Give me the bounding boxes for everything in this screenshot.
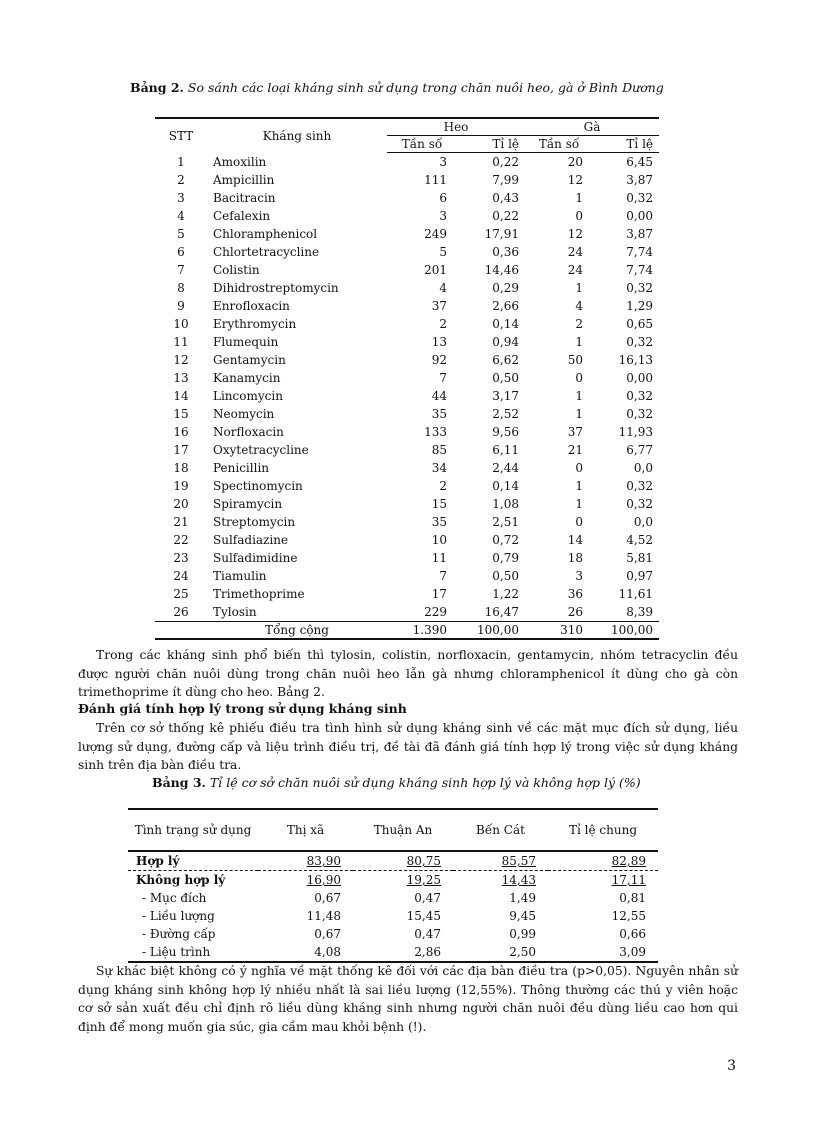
row-pig-rate: 0,14: [492, 317, 520, 331]
header-pig: Heo: [387, 118, 525, 136]
row-chicken-rate: 0,0: [633, 461, 654, 475]
table-row: [128, 851, 658, 871]
row-pig-freq: 3: [439, 209, 447, 223]
table-row: [155, 297, 659, 315]
row-pig-rate: 0,50: [492, 371, 520, 385]
row-thuanan: [353, 851, 453, 871]
header-thixa: Thị xã: [258, 809, 353, 851]
row-pig-rate: 0,79: [492, 551, 520, 565]
table-row: [155, 441, 659, 459]
row-chicken-freq: 24: [567, 245, 584, 259]
table-row: [155, 333, 659, 351]
table-row: [155, 243, 659, 261]
row-pig-rate: 0,72: [492, 533, 520, 547]
row-pig-freq: 4: [439, 281, 447, 295]
row-pig-rate: 6,11: [492, 443, 520, 457]
row-chicken-rate: 0,32: [626, 191, 654, 205]
row-chicken-freq: 14: [567, 533, 584, 547]
row-overall-value: 17,11: [611, 873, 646, 887]
row-pig-rate: 7,99: [492, 173, 520, 187]
row-chicken-freq: 1: [575, 497, 584, 511]
header-bencat: Bến Cát: [453, 809, 548, 851]
row-antibiotic: Enrofloxacin: [213, 299, 290, 313]
row-chicken-rate: 5,81: [626, 551, 654, 565]
header-pig-rate: Tỉ lệ: [457, 136, 525, 153]
row-antibiotic: Flumequin: [213, 335, 279, 349]
row-bencat-value: 14,43: [501, 873, 536, 887]
row-chicken-freq: 26: [567, 605, 584, 619]
total-label: Tổng cộng: [207, 622, 387, 640]
row-pig-rate: 0,43: [492, 191, 520, 205]
row-stt: 6: [177, 245, 185, 259]
row-stt: 9: [177, 299, 185, 313]
row-antibiotic: Tylosin: [213, 605, 257, 619]
row-chicken-freq: 1: [575, 389, 584, 403]
row-overall: [548, 871, 658, 890]
row-pig-rate: 0,94: [492, 335, 520, 349]
row-antibiotic: Erythromycin: [213, 317, 297, 331]
header-stt: STT: [155, 118, 207, 153]
row-chicken-rate: 0,32: [626, 479, 654, 493]
row-pig-freq: 13: [431, 335, 447, 349]
row-chicken-freq: 0: [575, 371, 584, 385]
row-antibiotic: Lincomycin: [213, 389, 283, 403]
header-overall: Tỉ lệ chung: [548, 809, 658, 851]
row-chicken-freq: 1: [575, 281, 584, 295]
table-row: [155, 387, 659, 405]
row-pig-freq: 15: [431, 497, 447, 511]
row-stt: 7: [177, 263, 185, 277]
row-pig-rate: 1,08: [492, 497, 520, 511]
row-chicken-rate: 0,32: [626, 389, 654, 403]
table-row: [128, 925, 658, 943]
table-row: [155, 603, 659, 622]
row-chicken-rate: 0,97: [626, 569, 654, 583]
row-antibiotic: Sulfadiazine: [213, 533, 289, 547]
row-antibiotic: Kanamycin: [213, 371, 281, 385]
table-row: [155, 369, 659, 387]
row-stt: 13: [173, 371, 189, 385]
row-pig-rate: 2,51: [492, 515, 520, 529]
row-bencat: [453, 871, 548, 890]
header-pig-freq: Tần số: [387, 136, 457, 153]
table-row: [155, 153, 659, 172]
table2-label: Bảng 2.: [130, 80, 184, 95]
table-row: [155, 423, 659, 441]
table-row: [155, 495, 659, 513]
row-stt: 18: [173, 461, 189, 475]
table-row: [155, 225, 659, 243]
row-pig-rate: 0,29: [492, 281, 520, 295]
row-antibiotic: Spectinomycin: [213, 479, 303, 493]
row-antibiotic: Colistin: [213, 263, 260, 277]
row-overall: 0,66: [619, 927, 646, 941]
row-chicken-rate: 3,87: [626, 227, 654, 241]
row-stt: 3: [177, 191, 185, 205]
table-row: [155, 351, 659, 369]
row-chicken-rate: 11,61: [618, 587, 654, 601]
header-chicken-freq: Tần số: [525, 136, 593, 153]
row-thuanan: 15,45: [406, 909, 441, 923]
row-antibiotic: Chlortetracycline: [213, 245, 320, 259]
row-antibiotic: Tiamulin: [213, 569, 267, 583]
row-overall: 12,55: [611, 909, 646, 923]
row-chicken-rate: 7,74: [626, 245, 654, 259]
row-chicken-freq: 0: [575, 209, 584, 223]
row-stt: 16: [173, 425, 189, 439]
row-antibiotic: Streptomycin: [213, 515, 296, 529]
row-pig-freq: 3: [439, 155, 447, 169]
row-thixa: [258, 851, 353, 871]
table-row: [155, 513, 659, 531]
row-chicken-freq: 0: [575, 461, 584, 475]
row-pig-freq: 11: [431, 551, 447, 565]
row-chicken-freq: 1: [575, 407, 584, 421]
row-stt: 2: [177, 173, 185, 187]
row-chicken-rate: 11,93: [618, 425, 654, 439]
row-pig-freq: 5: [439, 245, 447, 259]
row-chicken-rate: 6,77: [626, 443, 654, 457]
paragraph-1: Trong các kháng sinh phổ biến thì tylosin, colistin, norfloxacin, gentamycin, nhóm tetracyclin đều được người chăn nuôi dùng trong chăn nuôi heo lẫn gà nhưng chloramphenicol ít dùng cho gà còn trimethoprime ít dùng cho heo. Bảng 2.: [78, 648, 738, 699]
row-antibiotic: Cefalexin: [213, 209, 271, 223]
row-antibiotic: Ampicillin: [213, 173, 275, 187]
row-antibiotic: Neomycin: [213, 407, 275, 421]
row-chicken-rate: 0,32: [626, 335, 654, 349]
row-pig-rate: 0,22: [492, 155, 520, 169]
total-chicken-rate: 100,00: [593, 622, 659, 640]
row-chicken-freq: 36: [567, 587, 584, 601]
row-bencat: 0,99: [509, 927, 536, 941]
total-pig-freq: 1.390: [387, 622, 457, 640]
row-antibiotic: Gentamycin: [213, 353, 286, 367]
table3-caption-text: Tỉ lệ cơ sở chăn nuôi sử dụng kháng sinh hợp lý và không hợp lý (%): [209, 775, 641, 790]
table-row-total: [155, 622, 659, 640]
row-chicken-rate: 7,74: [626, 263, 654, 277]
row-status: - Liều lượng: [142, 909, 215, 923]
row-chicken-rate: 0,32: [626, 281, 654, 295]
row-chicken-freq: 1: [575, 335, 584, 349]
row-stt: 8: [177, 281, 185, 295]
row-thixa: 0,67: [314, 891, 341, 905]
row-antibiotic: Norfloxacin: [213, 425, 284, 439]
row-status: - Liệu trình: [128, 943, 258, 962]
table-row: [155, 315, 659, 333]
row-chicken-freq: 0: [575, 515, 584, 529]
row-thixa-value: 83,90: [306, 854, 341, 868]
row-chicken-freq: 20: [567, 155, 584, 169]
row-pig-rate: 6,62: [492, 353, 520, 367]
row-chicken-rate: 6,45: [626, 155, 654, 169]
row-chicken-rate: 16,13: [618, 353, 654, 367]
row-thuanan: 0,47: [414, 927, 441, 941]
row-pig-freq: 111: [424, 173, 447, 187]
table2-caption-text: So sánh các loại kháng sinh sử dụng trong chăn nuôi heo, gà ở Bình Dương: [187, 80, 664, 95]
row-antibiotic: Chloramphenicol: [213, 227, 318, 241]
row-thuanan: 2,86: [353, 943, 453, 962]
row-pig-freq: 35: [431, 407, 447, 421]
row-pig-rate: 0,50: [492, 569, 520, 583]
table-row: [128, 871, 658, 890]
row-chicken-rate: 3,87: [626, 173, 654, 187]
row-pig-freq: 37: [431, 299, 447, 313]
row-pig-freq: 201: [424, 263, 447, 277]
paragraph-2: Trên cơ sở thống kê phiếu điều tra tình hình sử dụng kháng sinh về các mặt mục đích sử dụng, liều lượng sử dụng, đường cấp và liệu trình điều trị, đề tài đã đánh giá tính hợp lý trong việc sử dụng kháng sinh trên địa bàn điều tra.: [78, 721, 738, 772]
row-overall-value: 82,89: [611, 854, 646, 868]
header-chicken: Gà: [525, 118, 659, 136]
row-stt: 26: [173, 605, 189, 619]
row-thixa: 11,48: [306, 909, 341, 923]
row-overall: [548, 851, 658, 871]
row-pig-freq: 7: [439, 569, 447, 583]
paragraph-3: Sự khác biệt không có ý nghĩa về mặt thống kê đối với các địa bàn điều tra (p>0,05). Nguyên nhân sử dụng kháng sinh không hợp lý nhiều nhất là sai liều lượng (12,55%). Thông thường các thú y viên hoặc cơ sở sản xuất đều chỉ định rõ liều dùng kháng sinh nhưng người chăn nuôi đều dùng liều cao hơn qui định để mong muốn gia súc, gia cầm mau khỏi bệnh (!).: [78, 964, 738, 1034]
row-overall: 3,09: [548, 943, 658, 962]
row-bencat: 2,50: [453, 943, 548, 962]
row-pig-rate: 2,66: [492, 299, 520, 313]
row-pig-rate: 0,36: [492, 245, 520, 259]
row-stt: 4: [177, 209, 185, 223]
row-pig-freq: 35: [431, 515, 447, 529]
row-thuanan-value: 80,75: [406, 854, 441, 868]
row-pig-rate: 9,56: [492, 425, 520, 439]
row-chicken-freq: 1: [575, 191, 584, 205]
table-row: [155, 585, 659, 603]
row-bencat: [453, 851, 548, 871]
row-pig-rate: 17,91: [484, 227, 520, 241]
row-pig-rate: 0,22: [492, 209, 520, 223]
row-thuanan-value: 19,25: [406, 873, 441, 887]
row-antibiotic: Amoxilin: [213, 154, 267, 169]
row-pig-freq: 85: [431, 443, 447, 457]
page-number: 3: [727, 1058, 736, 1074]
row-status: - Đường cấp: [142, 927, 216, 941]
row-stt: 21: [173, 515, 189, 529]
table-row: [128, 889, 658, 907]
row-stt: 14: [173, 389, 189, 403]
row-chicken-rate: 0,65: [626, 317, 654, 331]
row-status: Hợp lý: [128, 851, 258, 871]
table-row: [155, 279, 659, 297]
table-row: [155, 189, 659, 207]
row-chicken-rate: 0,00: [626, 371, 654, 385]
row-stt: 11: [173, 335, 189, 349]
row-stt: 10: [173, 317, 189, 331]
row-status: - Mục đích: [142, 891, 207, 905]
row-stt: 24: [173, 569, 189, 583]
row-pig-freq: 44: [431, 389, 447, 403]
row-stt: 22: [173, 533, 189, 547]
row-pig-rate: 1,22: [492, 587, 520, 601]
table-row: [155, 207, 659, 225]
row-overall: 0,81: [619, 891, 646, 905]
row-pig-freq: 10: [431, 533, 447, 547]
header-chicken-rate: Tỉ lệ: [593, 136, 659, 153]
row-bencat: 1,49: [509, 891, 536, 905]
row-chicken-freq: 4: [575, 299, 584, 313]
table-row: [155, 567, 659, 585]
header-status: Tình trạng sử dụng: [128, 809, 258, 851]
row-chicken-rate: 1,29: [626, 299, 654, 313]
row-antibiotic: Sulfadimidine: [213, 551, 298, 565]
row-pig-rate: 3,17: [492, 389, 520, 403]
row-chicken-freq: 24: [567, 263, 584, 277]
total-pig-rate: 100,00: [457, 622, 525, 640]
row-thuanan: 0,47: [414, 891, 441, 905]
row-pig-freq: 249: [424, 227, 447, 241]
row-pig-rate: 2,44: [492, 461, 520, 475]
row-antibiotic: Spiramycin: [213, 497, 283, 511]
row-pig-rate: 16,47: [484, 605, 520, 619]
header-thuanan: Thuận An: [353, 809, 453, 851]
row-pig-freq: 2: [439, 317, 447, 331]
row-thixa: 4,08: [258, 943, 353, 962]
row-chicken-freq: 3: [575, 569, 584, 583]
row-chicken-rate: 0,32: [626, 407, 654, 421]
row-pig-freq: 229: [424, 605, 447, 619]
header-antibiotic: Kháng sinh: [207, 118, 387, 153]
row-pig-freq: 6: [439, 191, 447, 205]
row-thixa-value: 16,90: [306, 873, 341, 887]
row-chicken-rate: 4,52: [626, 533, 654, 547]
row-pig-rate: 0,14: [492, 479, 520, 493]
row-stt: 19: [173, 479, 189, 493]
row-chicken-freq: 21: [567, 443, 584, 457]
row-thuanan: [353, 871, 453, 890]
row-pig-freq: 17: [431, 587, 447, 601]
row-antibiotic: Oxytetracycline: [213, 443, 309, 457]
row-pig-freq: 2: [439, 479, 447, 493]
table-row: [155, 261, 659, 279]
row-bencat: 9,45: [509, 909, 536, 923]
row-pig-rate: 14,46: [484, 263, 520, 277]
table-row: [155, 405, 659, 423]
table-row: [155, 549, 659, 567]
table-row: [155, 477, 659, 495]
table-row: [155, 171, 659, 189]
table3-caption: [152, 775, 641, 790]
table2-caption: [130, 80, 664, 95]
row-status: Không hợp lý: [136, 873, 226, 887]
row-pig-rate: 2,52: [492, 407, 520, 421]
row-chicken-rate: 0,32: [626, 497, 654, 511]
row-chicken-rate: 0,0: [633, 515, 654, 529]
table-2: [155, 117, 659, 640]
row-stt: 12: [173, 353, 189, 367]
row-stt: 25: [173, 587, 189, 601]
row-pig-freq: 92: [431, 353, 447, 367]
table-row: [155, 531, 659, 549]
table3-label: Bảng 3.: [152, 775, 206, 790]
table-row: [155, 459, 659, 477]
row-chicken-freq: 18: [567, 551, 584, 565]
row-chicken-rate: 0,00: [626, 209, 654, 223]
row-stt: 23: [173, 551, 189, 565]
row-chicken-freq: 50: [567, 353, 584, 367]
row-thixa: 0,67: [314, 927, 341, 941]
row-chicken-freq: 1: [575, 479, 584, 493]
table-row: [128, 943, 658, 962]
row-stt: 1: [177, 154, 185, 169]
total-chicken-freq: 310: [525, 622, 593, 640]
row-antibiotic: Bacitracin: [213, 191, 276, 205]
row-stt: 15: [173, 407, 189, 421]
row-chicken-freq: 12: [567, 227, 584, 241]
row-pig-freq: 133: [424, 425, 447, 439]
row-antibiotic: Penicillin: [213, 461, 270, 475]
section-heading: Đánh giá tính hợp lý trong sử dụng kháng sinh: [78, 701, 407, 716]
row-chicken-freq: 37: [567, 425, 584, 439]
row-chicken-freq: 12: [567, 173, 584, 187]
row-chicken-freq: 2: [575, 317, 584, 331]
row-stt: 20: [173, 497, 189, 511]
row-chicken-rate: 8,39: [626, 605, 654, 619]
row-antibiotic: Dihidrostreptomycin: [213, 281, 339, 295]
table-3: [128, 808, 658, 963]
row-stt: 5: [177, 227, 185, 241]
row-antibiotic: Trimethoprime: [213, 587, 305, 601]
row-stt: 17: [173, 443, 189, 457]
table-row: [128, 907, 658, 925]
row-pig-freq: 34: [431, 461, 447, 475]
row-pig-freq: 7: [439, 371, 447, 385]
row-thixa: [258, 871, 353, 890]
row-bencat-value: 85,57: [501, 854, 536, 868]
